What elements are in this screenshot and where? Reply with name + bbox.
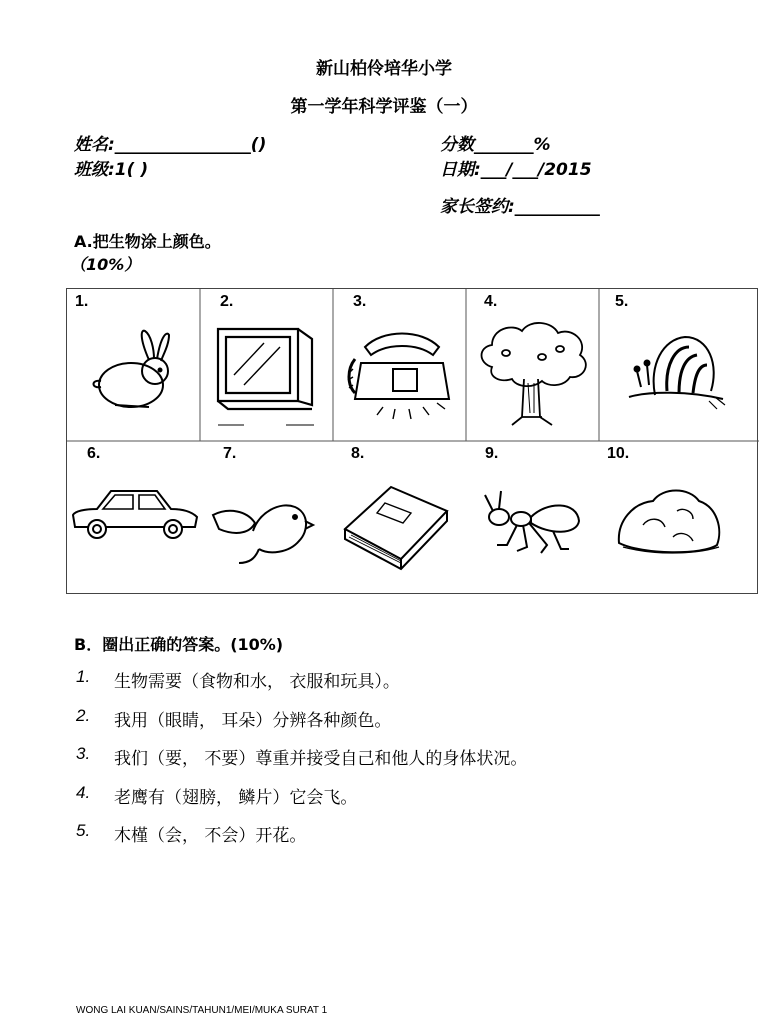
rabbit-icon <box>89 327 184 417</box>
grid-cell-5 <box>599 289 759 441</box>
item-number: 3. <box>353 293 367 310</box>
question-text: 木槿（会， 不会）开花。 <box>114 826 307 846</box>
question-number: 5. <box>76 821 91 840</box>
ant-icon <box>477 487 587 567</box>
rock-icon <box>613 481 725 567</box>
item-number: 1. <box>75 293 89 310</box>
bird-icon <box>209 491 319 571</box>
car-icon <box>71 487 201 547</box>
parent-signature-field: 家长签约:__________ <box>440 197 600 217</box>
question-text: 我们（要， 不要）尊重并接受自己和他人的身体状况。 <box>114 749 528 769</box>
question-text: 我用（眼睛， 耳朵）分辨各种颜色。 <box>114 711 392 731</box>
grid-cell-8 <box>331 441 465 595</box>
telephone-icon <box>343 323 458 423</box>
class-field: 班级:1( ) <box>74 160 149 180</box>
score-field: 分数_______% <box>440 135 551 155</box>
tree-icon <box>472 317 592 429</box>
grid-cell-7 <box>205 441 331 595</box>
question-text: 生物需要（食物和水， 衣服和玩具）。 <box>114 672 400 692</box>
book-icon <box>341 483 453 573</box>
picture-grid <box>66 288 758 594</box>
question-4 <box>76 783 716 808</box>
grid-cell-9 <box>465 441 599 595</box>
question-number: 2. <box>76 706 91 725</box>
item-number: 10. <box>607 445 630 462</box>
school-name: 新山柏伶培华小学 <box>316 59 452 79</box>
section-a-marks: （10%） <box>70 255 141 274</box>
grid-cell-4 <box>466 289 599 441</box>
exam-title: 第一学年科学评鉴（一） <box>290 97 478 117</box>
item-number: 5. <box>615 293 629 310</box>
item-number: 6. <box>87 445 101 462</box>
item-number: 4. <box>484 293 498 310</box>
grid-cell-3 <box>333 289 466 441</box>
section-a-title: A.把生物涂上颜色。 <box>74 232 221 251</box>
question-1 <box>76 667 716 692</box>
television-icon <box>214 325 319 430</box>
grid-cell-10 <box>599 441 759 595</box>
grid-cell-1 <box>67 289 200 441</box>
question-number: 4. <box>76 783 91 802</box>
question-5 <box>76 821 716 846</box>
question-number: 1. <box>76 667 91 686</box>
question-2 <box>76 706 716 731</box>
question-text: 老鹰有（翅膀， 鳞片）它会飞。 <box>114 788 358 808</box>
section-b-title: B．圈出正确的答案。(10%) <box>74 635 284 654</box>
question-number: 3. <box>76 744 91 763</box>
date-field: 日期:___/___/2015 <box>440 160 592 180</box>
grid-cell-6 <box>67 441 205 595</box>
item-number: 2. <box>220 293 234 310</box>
page-footer: WONG LAI KUAN/SAINS/TAHUN1/MEI/MUKA SURAT 1 <box>76 1005 328 1016</box>
item-number: 7. <box>223 445 237 462</box>
snail-icon <box>619 325 729 415</box>
question-3 <box>76 744 716 769</box>
item-number: 8. <box>351 445 365 462</box>
name-field: 姓名:________________() <box>74 135 267 155</box>
item-number: 9. <box>485 445 499 462</box>
grid-cell-2 <box>200 289 333 441</box>
